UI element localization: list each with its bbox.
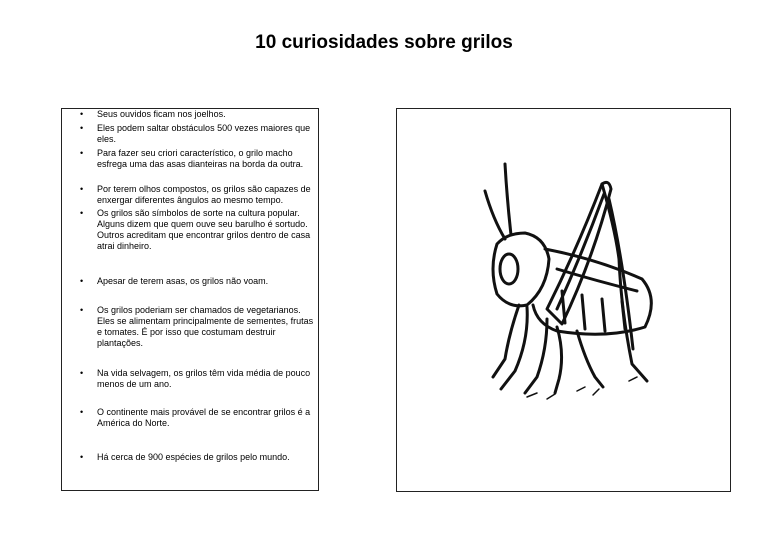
illustration-box xyxy=(396,108,731,492)
page-title: 10 curiosidades sobre grilos xyxy=(255,32,513,53)
fact-item: • O continente mais provável de se encontrar grilos é a América do Norte. xyxy=(97,407,314,429)
cricket-illustration xyxy=(397,109,732,493)
fact-item: • Seus ouvidos ficam nos joelhos. xyxy=(97,109,314,120)
fact-item: • Apesar de terem asas, os grilos não voam. xyxy=(97,276,314,287)
fact-item: • Eles podem saltar obstáculos 500 vezes maiores que eles. xyxy=(97,123,314,145)
fact-item: • Por terem olhos compostos, os grilos são capazes de enxergar diferentes ângulos ao mesmo tempo. xyxy=(97,184,314,206)
fact-item: • Os grilos são símbolos de sorte na cultura popular. Alguns dizem que quem ouve seu barulho é sortudo. Outros acreditam que encontrar grilos dentro de casa atrai dinheiro. xyxy=(97,208,314,252)
fact-item: • Na vida selvagem, os grilos têm vida média de pouco menos de um ano. xyxy=(97,368,314,390)
fact-item: • Os grilos poderiam ser chamados de vegetarianos. Eles se alimentam principalmente de sementes, frutas e tomates. É por isso que costumam destruir plantações. xyxy=(97,305,314,349)
facts-box xyxy=(61,108,319,491)
fact-item: • Para fazer seu criori característico, o grilo macho esfrega uma das asas dianteiras na borda da outra. xyxy=(97,148,314,170)
fact-item: • Há cerca de 900 espécies de grilos pelo mundo. xyxy=(97,452,314,463)
